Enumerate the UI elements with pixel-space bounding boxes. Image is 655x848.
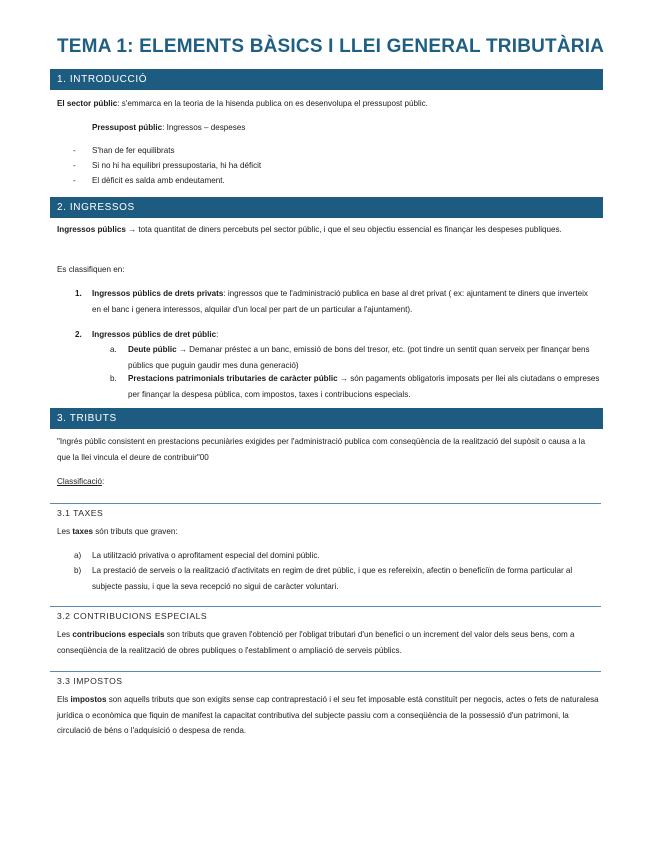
sub-a-text: Demanar préstec a un banc, emissió de bons del tresor, etc. (pot tindre un sentit quan serveix per finançar bens públics que puguin gaudir mes duna generació) (128, 345, 590, 370)
item-number (75, 286, 82, 302)
s2-item-1 (92, 286, 594, 317)
taxes-b-text: La prestació de serveis o la realització d'activitats en regim de dret públic, i que es refereixin, afectin o beneficiïn de forma particular al subjecte passiu, i que la seva recepció no sigui de caràcter voluntari. (92, 566, 573, 591)
item-2-number: 2. (75, 330, 82, 339)
sub-b-text: són pagaments obligatoris imposats per llei als ciutadans o empreses per finançar la despesa pública, com impostos, taxes i contribucions especials. (128, 374, 600, 399)
divider (50, 606, 601, 607)
arrow-icon: → (128, 225, 137, 234)
s1-definition (57, 96, 428, 112)
item-1-text: : ingressos que te l'administració publica en base al dret privat ( ex: ajuntament te diners que inverteix en el banc i genera interessos, alquilar d'un local per part de un particular a l'ajuntament). (92, 289, 588, 314)
item-number (75, 327, 82, 343)
taxes-a-label: a) (74, 551, 82, 560)
contrib-b: son tributs que graven l'obtenció per l'obligat tributari d'un benefici o un increment del valor dels seus bens, com a conseqüència de la realització de obres publiques o l'establiment o ampliació de serveis públics. (57, 630, 575, 655)
taxes-intro-a: Les (57, 527, 73, 536)
s1-def-text: : s'emmarca en la teoria de la hisenda publica on es desenvolupa el pressupost públic. (117, 99, 428, 108)
classification-label: Classificació (57, 477, 102, 486)
s1-def-term: El sector públic (57, 99, 118, 108)
taxes-b-label: b) (74, 566, 82, 575)
subsection-3-1-heading: 3.1 TAXES (57, 508, 104, 518)
s1-budget-term: Pressupost públic (92, 123, 163, 132)
item-1-number: 1. (75, 289, 82, 298)
section-2-header: 2. INGRESSOS (50, 197, 603, 218)
s3-classification (57, 474, 104, 490)
contrib-term: contribucions especials (72, 630, 165, 639)
s1-bullet: S'han de fer equilibrats (92, 146, 175, 155)
s1-bullet: El dèficit es salda amb endeutament. (92, 176, 225, 185)
bullet-dash: - (73, 146, 76, 155)
s3-quote: "Ingrés públic consistent en prestacions pecuniàries exigides per l'administració publica com conseqüència de la realització del supòsit o causa a la que la llei vincula el deure de contribuir"00 (57, 437, 586, 462)
s2-sub-b (128, 371, 600, 402)
s2-definition (57, 222, 597, 238)
s1-budget-text: : Ingressos – despeses (162, 123, 246, 132)
impostos-b: son aquells tributs que son exigits sense cap contraprestació i el seu fet imposable està constituït per negocis, actes o fets de naturalesa jurídica o econòmica que fiquin de manifest la capacitat contributiva del subjecte passiu com a conseqüència de la possessió d'un patrimoni, la circulació de béns o l'adquisició o despesa de renda. (57, 695, 599, 735)
classification-colon: : (101, 477, 105, 486)
s2-classify: Es classifiquen en: (57, 265, 125, 274)
arrow-icon: → (178, 345, 187, 354)
section-1-header: 1. INTRODUCCIÓ (50, 69, 603, 90)
item-1-term: Ingressos públics de drets privats (92, 289, 224, 298)
item-2-term: Ingressos públics de dret públic (92, 330, 217, 339)
s2-def-text: tota quantitat de diners percebuts pel sector públic, i que el seu objectiu essencial es finançar les despeses publiques. (136, 225, 562, 234)
s2-def-term: Ingressos públics (57, 225, 126, 234)
contrib-paragraph (57, 627, 599, 658)
taxes-intro (57, 524, 178, 540)
sub-a-term: Deute públic (128, 345, 177, 354)
contrib-a: Les (57, 630, 73, 639)
taxes-a-text: La utilització privativa o aprofitament especial del domini públic. (92, 551, 320, 560)
impostos-paragraph (57, 692, 599, 739)
divider (50, 503, 601, 504)
divider (50, 671, 601, 672)
bullet-dash: - (73, 161, 76, 170)
section-3-header: 3. TRIBUTS (50, 408, 603, 429)
subsection-3-2-heading: 3.2 CONTRIBUCIONS ESPECIALS (57, 611, 208, 621)
impostos-a: Els (57, 695, 71, 704)
s1-bullet: Si no hi ha equilibri pressupostaria, hi ha déficit (92, 161, 262, 170)
bullet-dash: - (73, 176, 76, 185)
s2-item-2 (92, 327, 218, 343)
sub-b-label: b. (110, 374, 117, 383)
taxes-term: taxes (72, 527, 94, 536)
s1-budget (92, 120, 245, 136)
document-title: TEMA 1: ELEMENTS BÀSICS I LLEI GENERAL TRIBUTÀRIA (57, 36, 605, 57)
item-2-text: : (216, 330, 219, 339)
subsection-3-3-heading: 3.3 IMPOSTOS (57, 676, 123, 686)
arrow-icon: → (339, 374, 348, 383)
taxes-intro-b: són tributs que graven: (93, 527, 178, 536)
impostos-term: impostos (70, 695, 107, 704)
sub-a-label: a. (110, 345, 117, 354)
sub-b-term: Prestacions patrimonials tributaries de caràcter públic (128, 374, 338, 383)
s2-sub-a (128, 342, 596, 373)
